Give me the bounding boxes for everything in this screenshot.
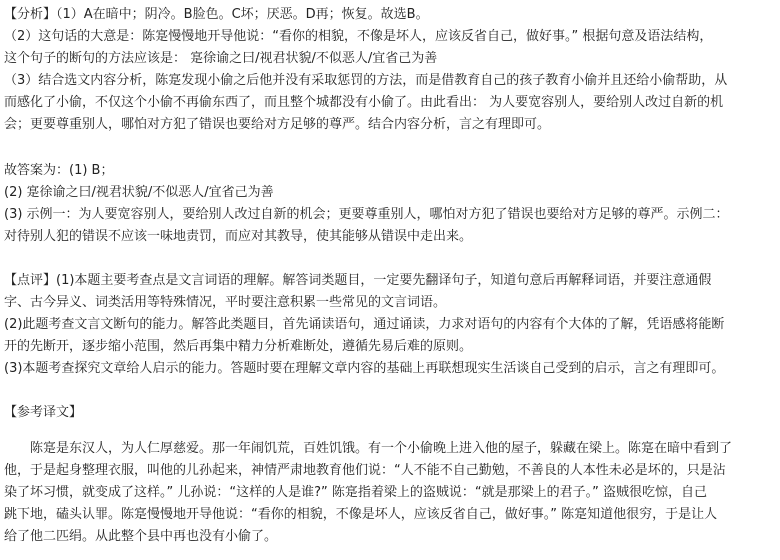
review-line-2: 字、古今异义、词类活用等特殊情况，平时要注意积累一些常见的文言词语。 <box>4 295 447 310</box>
translation-line-2: 他，于是起身整理衣服，叫他的儿孙起来，神情严肃地教育他们说：“人不能不自己勤勉，不善良的人本性未必是坏的，只是沾 <box>4 463 726 478</box>
translation-line-1: 陈寔是东汉人，为人仁厚慈爱。那一年闹饥荒，百姓饥饿。有一个小偷晚上进入他的屋子，躲藏在梁上。陈寔在暗中看到了 <box>30 441 733 456</box>
answer-line-2: (2) 寔徐谕之曰/视君状貌/不似恶人/宜省己为善 <box>4 185 274 200</box>
translation-heading: 【参考译文】 <box>4 405 83 420</box>
review-line-3: (2)此题考查文言文断句的能力。解答此类题目，首先诵读语句，通过诵读，力求对语句的内容有个大体的了解，凭语感将能断 <box>4 317 725 332</box>
review-line-5: (3)本题考查探究文章给人启示的能力。答题时要在理解文章内容的基础上再联想现实生活谈自己受到的启示，言之有理即可。 <box>4 361 725 376</box>
analysis-line-6: 会；更要尊重别人，哪怕对方犯了错误也要给对方足够的尊严。结合内容分析，言之有理即可。 <box>4 117 551 132</box>
analysis-line-2: （2）这句话的大意是：陈寔慢慢地开导他说：“看你的相貌，不像是坏人，应该反省自己，做好事。” 根据句意及语法结构， <box>4 29 713 44</box>
translation-line-4: 跳下地，磕头认罪。陈寔慢慢地开导他说：“看你的相貌，不像是坏人，应该反省自己，做好事。” 陈寔知道他很穷，于是让人 <box>4 507 718 522</box>
analysis-line-4: （3）结合选文内容分析，陈寔发现小偷之后他并没有采取惩罚的方法，而是借教育自己的孩子教育小偷并且还给小偷帮助，从 <box>4 73 728 88</box>
analysis-line-1: 【分析】（1）A在暗中；阴冷。B脸色。C坏；厌恶。D再；恢复。故选B。 <box>4 7 429 22</box>
answer-line-1: 故答案为：(1) B； <box>4 163 114 178</box>
translation-line-3: 染了坏习惯，就变成了这样。” 儿孙说：“这样的人是谁?” 陈寔指着梁上的盗贼说：“就是那梁上的君子。” 盗贼很吃惊，自己 <box>4 485 707 500</box>
review-line-4: 开的先断开，逐步缩小范围，然后再集中精力分析难断处，遵循先易后难的原则。 <box>4 339 473 354</box>
analysis-line-5: 而感化了小偷，不仅这个小偷不再偷东西了，而且整个城都没有小偷了。由此看出： 为人要宽容别人，要给别人改过自新的机 <box>4 95 724 110</box>
answer-line-4: 对待别人犯的错误不应该一味地责罚，而应对其教导，使其能够从错误中走出来。 <box>4 229 473 244</box>
translation-line-5: 给了他二匹绢。从此整个县中再也没有小偷了。 <box>4 529 278 544</box>
review-line-1: 【点评】(1)本题主要考查点是文言词语的理解。解答词类题目，一定要先翻译句子，知道句意后再解释词语，并要注意通假 <box>4 273 712 288</box>
analysis-line-3: 这个句子的断句的方法应该是： 寔徐谕之曰/视君状貌/不似恶人/宜省己为善 <box>4 51 438 66</box>
answer-line-3: (3) 示例一：为人要宽容别人，要给别人改过自新的机会；更要尊重别人，哪怕对方犯了错误也要给对方足够的尊严。示例二： <box>4 207 729 222</box>
